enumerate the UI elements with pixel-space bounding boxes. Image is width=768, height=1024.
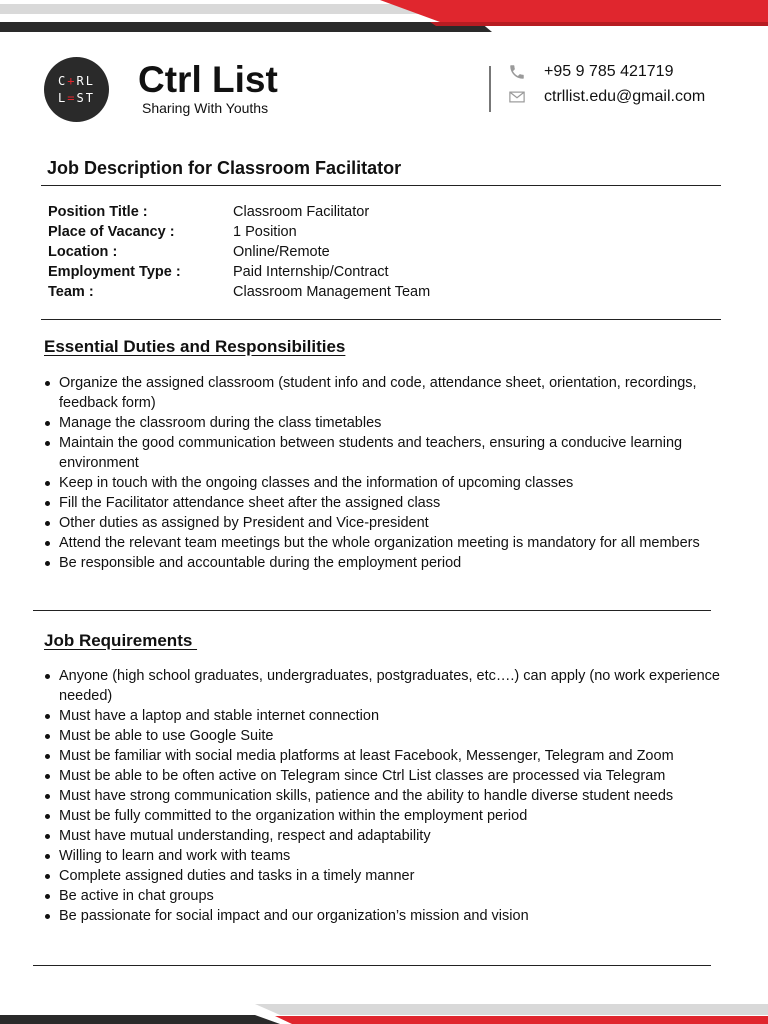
list-item: Maintain the good communication between students and teachers, ensuring a conducive learning environment — [59, 433, 739, 473]
list-item: Anyone (high school graduates, undergraduates, postgraduates, etc….) can apply (no work experience needed) — [59, 666, 739, 706]
document-title: Job Description for Classroom Facilitator — [47, 158, 402, 178]
list-item: Complete assigned duties and tasks in a timely manner — [59, 866, 739, 886]
list-item: Keep in touch with the ongoing classes and the information of upcoming classes — [59, 473, 739, 493]
info-value: Classroom Management Team — [233, 284, 431, 300]
requirements-list — [59, 666, 739, 926]
list-item: Organize the assigned classroom (student info and code, attendance sheet, orientation, recordings, feedback form) — [59, 373, 739, 413]
info-row — [48, 282, 430, 302]
ctrl-list-logo: C+RL L=ST — [44, 57, 109, 122]
list-item: Be passionate for social impact and our organization’s mission and vision — [59, 906, 739, 926]
contact-phone — [508, 62, 673, 82]
info-value: Paid Internship/Contract — [233, 264, 389, 280]
list-item: Must have a laptop and stable internet connection — [59, 706, 739, 726]
list-item: Be active in chat groups — [59, 886, 739, 906]
info-label: Place of Vacancy : — [48, 224, 175, 240]
info-label: Location : — [48, 244, 118, 260]
list-item: Manage the classroom during the class timetables — [59, 413, 739, 433]
title-divider — [41, 185, 721, 186]
list-item: Attend the relevant team meetings but the whole organization meeting is mandatory for all members — [59, 533, 739, 553]
info-row — [48, 202, 430, 222]
duties-list — [59, 373, 739, 573]
info-value: Online/Remote — [233, 244, 330, 260]
info-divider — [41, 319, 721, 320]
list-item: Willing to learn and work with teams — [59, 846, 739, 866]
info-value: Classroom Facilitator — [233, 204, 370, 220]
envelope-icon — [508, 88, 526, 106]
list-item: Be responsible and accountable during the employment period — [59, 553, 739, 573]
duties-divider — [33, 610, 711, 611]
info-label: Position Title : — [48, 204, 148, 220]
brand-name: Ctrl List — [138, 59, 278, 100]
bottom-decorative-band — [0, 1004, 768, 1024]
requirements-divider — [33, 965, 711, 966]
info-row — [48, 262, 430, 282]
list-item: Fill the Facilitator attendance sheet after the assigned class — [59, 493, 739, 513]
info-value: 1 Position — [233, 224, 297, 240]
info-label: Team : — [48, 284, 94, 300]
top-decorative-band — [0, 0, 768, 34]
contact-email — [508, 87, 705, 107]
brand-tagline: Sharing With Youths — [142, 100, 269, 116]
list-item: Must be familiar with social media platforms at least Facebook, Messenger, Telegram and Zoom — [59, 746, 739, 766]
email-address[interactable]: ctrllist.edu@gmail.com — [544, 88, 706, 105]
position-info-table — [48, 202, 430, 302]
list-item: Must have strong communication skills, patience and the ability to handle diverse student needs — [59, 786, 739, 806]
phone-number[interactable]: +95 9 785 421719 — [544, 63, 674, 80]
info-label: Employment Type : — [48, 264, 181, 280]
list-item: Must have mutual understanding, respect and adaptability — [59, 826, 739, 846]
list-item: Must be able to be often active on Telegram since Ctrl List classes are processed via Telegram — [59, 766, 739, 786]
requirements-heading: Job Requirements — [44, 631, 198, 650]
list-item: Other duties as assigned by President and Vice-president — [59, 513, 739, 533]
info-row — [48, 242, 430, 262]
phone-icon — [508, 63, 526, 81]
contact-divider — [489, 66, 491, 112]
info-row — [48, 222, 430, 242]
list-item: Must be fully committed to the organization within the employment period — [59, 806, 739, 826]
list-item: Must be able to use Google Suite — [59, 726, 739, 746]
duties-heading: Essential Duties and Responsibilities — [44, 337, 346, 356]
